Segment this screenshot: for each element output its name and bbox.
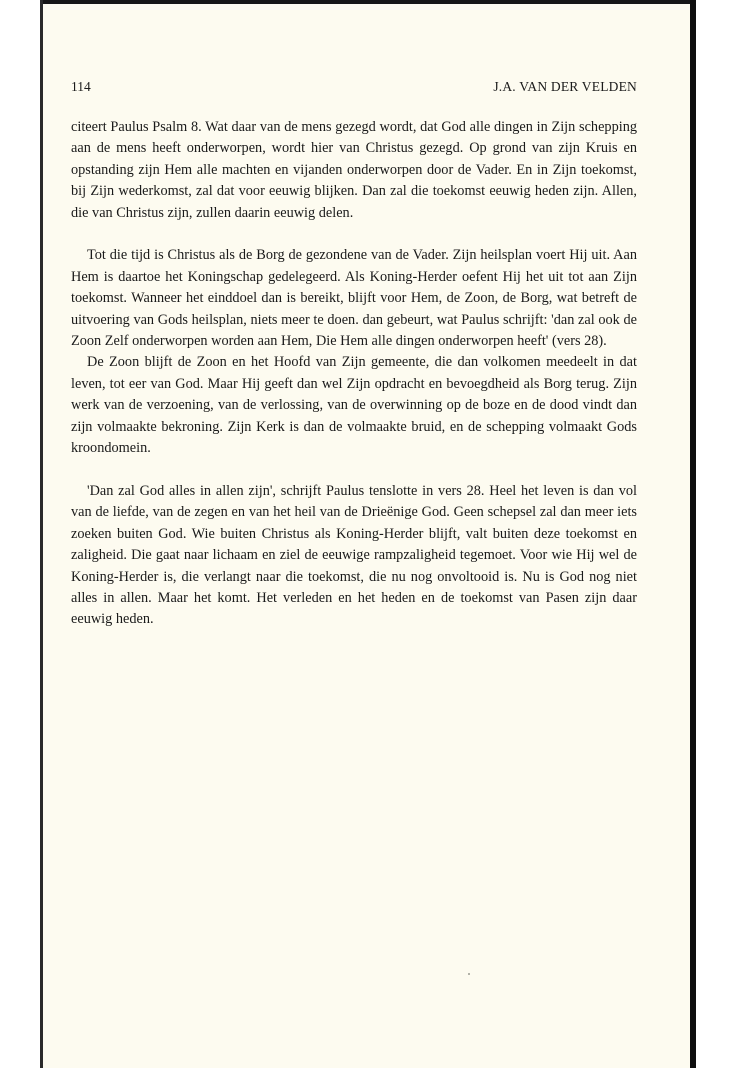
body-text [71,117,637,631]
scan-border-right [690,0,696,1068]
paragraph: 'Dan zal God alles in allen zijn', schrijft Paulus tenslotte in vers 28. Heel het leven is dan vol van de liefde, van de zegen en van het heil van de Drieënige God. Geen schepsel zal dan meer iets zoeken buiten God. Wie buiten Christus als Koning-Herder blijft, valt buiten deze toekomst en zaligheid. Die gaat naar lichaam en ziel de eeuwige rampzaligheid tegemoet. Voor wie Hij wel de Koning-Herder is, die verlangt naar die toekomst, die nu nog onvoltooid is. Nu is God nog niet alles in allen. Maar het komt. Het verleden en het heden en de toekomst van Pasen zijn daar eeuwig heden. [71,482,637,628]
running-head: J.A. VAN DER VELDEN [493,79,637,94]
scan-speck [468,973,470,975]
paragraph: Tot die tijd is Christus als de Borg de gezondene van de Vader. Zijn heilsplan voert Hij uit. Aan Hem is daartoe het Koningschap gedelegeerd. Als Koning-Herder oefent Hij het uit tot aan Zijn toekomst. Wanneer het einddoel dan is bereikt, blijft voor Hem, de Zoon, de Borg, wat betreft de uitvoering van Gods heilsplan, niets meer te doen. dan gebeurt, wat Paulus schrijft: 'dan zal ook de Zoon Zelf onderworpen worden aan Hem, Die Hem alle dingen onderworpen heeft' (vers 28). [71,247,637,350]
page-header [71,79,637,99]
paragraph: citeert Paulus Psalm 8. Wat daar van de mens gezegd wordt, dat God alle dingen in Zijn schepping aan de mens heeft onderworpen, wordt hier van Christus gezegd. Op grond van zijn Kruis en opstanding zijn Hem alle machten en vijanden onderworpen door de Vader. En in Zijn toekomst, bij Zijn wederkomst, zal dat voor eeuwig blijken. Dan zal die toekomst eeuwig heden zijn. Allen, die van Christus zijn, zullen daarin eeuwig delen. [71,119,637,221]
paragraph: De Zoon blijft de Zoon en het Hoofd van Zijn gemeente, die dan volkomen meedeelt in dat leven, tot eer van God. Maar Hij geeft dan wel Zijn opdracht en bevoegdheid als Borg terug. Zijn werk van de verzoening, van de verlossing, van de overwinning op de boze en de dood vindt dan zijn volmaakte bekroning. Zijn Kerk is dan de volmaakte bruid, en de schepping volmaakt Gods kroondomein. [71,354,637,457]
page-number: 114 [71,79,91,94]
